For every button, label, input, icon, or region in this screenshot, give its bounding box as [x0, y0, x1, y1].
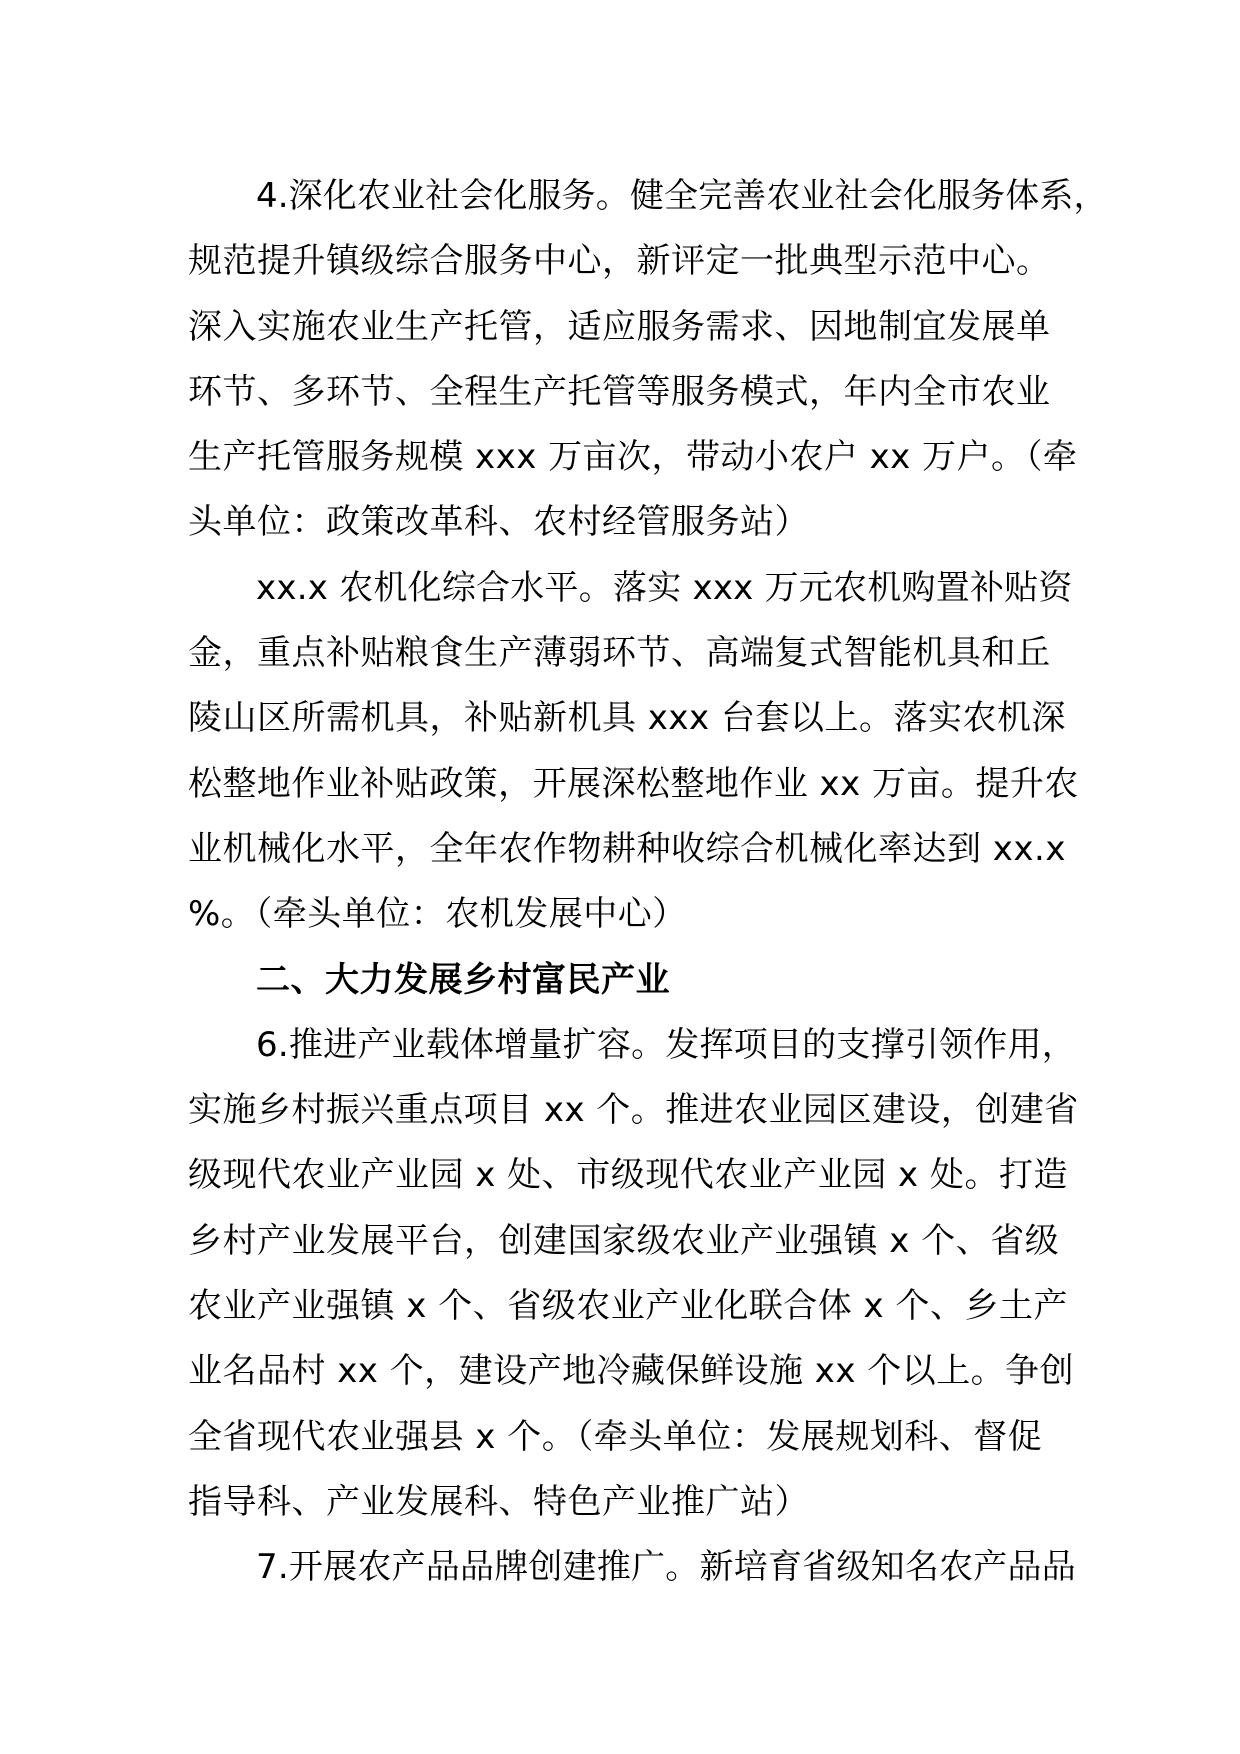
text-line: 陵山区所需机具，补贴新机具 xxx 台套以上。落实农机深	[188, 698, 1066, 739]
text-line: 农业产业强镇 x 个、省级农业产业化联合体 x 个、乡土产	[188, 1286, 1068, 1327]
text-line: xx.x 农机化综合水平。落实 xxx 万元农机购置补贴资	[256, 567, 1073, 608]
text-line: 规范提升镇级综合服务中心，新评定一批典型示范中心。	[188, 241, 1051, 282]
text-line: 6.推进产业载体增量扩容。发挥项目的支撑引领作用，	[256, 1024, 1076, 1065]
text-line: 业机械化水平，全年农作物耕种收综合机械化率达到 xx.x	[188, 828, 1066, 869]
text-line: 深入实施农业生产托管，适应服务需求、因地制宜发展单	[188, 306, 1051, 347]
text-line: 4.深化农业社会化服务。健全完善农业社会化服务体系，	[256, 176, 1108, 216]
text-line: 业名品村 xx 个，建设产地冷藏保鲜设施 xx 个以上。争创	[188, 1351, 1075, 1392]
document-body	[188, 164, 1108, 1601]
text-line: %。（牵头单位：农机发展中心）	[188, 894, 687, 935]
text-line: 指导科、产业发展科、特色产业推广站）	[188, 1481, 809, 1522]
text-line: 级现代农业产业园 x 处、市级现代农业产业园 x 处。打造	[188, 1155, 1068, 1196]
text-line: 乡村产业发展平台，创建国家级农业产业强镇 x 个、省级	[188, 1220, 1060, 1261]
text-line: 生产托管服务规模 xxx 万亩次，带动小农户 xx 万户。（牵	[188, 437, 1078, 478]
text-line: 全省现代农业强县 x 个。（牵头单位：发展规划科、督促	[188, 1416, 1043, 1457]
paragraph-agri-machinery	[188, 556, 1079, 948]
paragraph-brand-building	[188, 1535, 1076, 1600]
text-line: 环节、多环节、全程生产托管等服务模式，年内全市农业	[188, 371, 1051, 412]
text-line: 松整地作业补贴政策，开展深松整地作业 xx 万亩。提升农	[188, 763, 1079, 804]
paragraph-industry-carriers	[188, 1013, 1079, 1535]
text-line: 实施乡村振兴重点项目 xx 个。推进农业园区建设，创建省	[188, 1090, 1079, 1131]
text-line: 金，重点补贴粮食生产薄弱环节、高端复式智能机具和丘	[188, 633, 1051, 674]
text-line: 7.开展农产品品牌创建推广。新培育省级知名农产品品	[256, 1547, 1076, 1588]
paragraph-agri-social-services	[188, 164, 1108, 556]
section-heading	[188, 948, 1068, 1013]
text-line: 头单位：政策改革科、农村经管服务站）	[188, 502, 809, 543]
heading-text: 二、大力发展乡村富民产业	[256, 959, 670, 1000]
